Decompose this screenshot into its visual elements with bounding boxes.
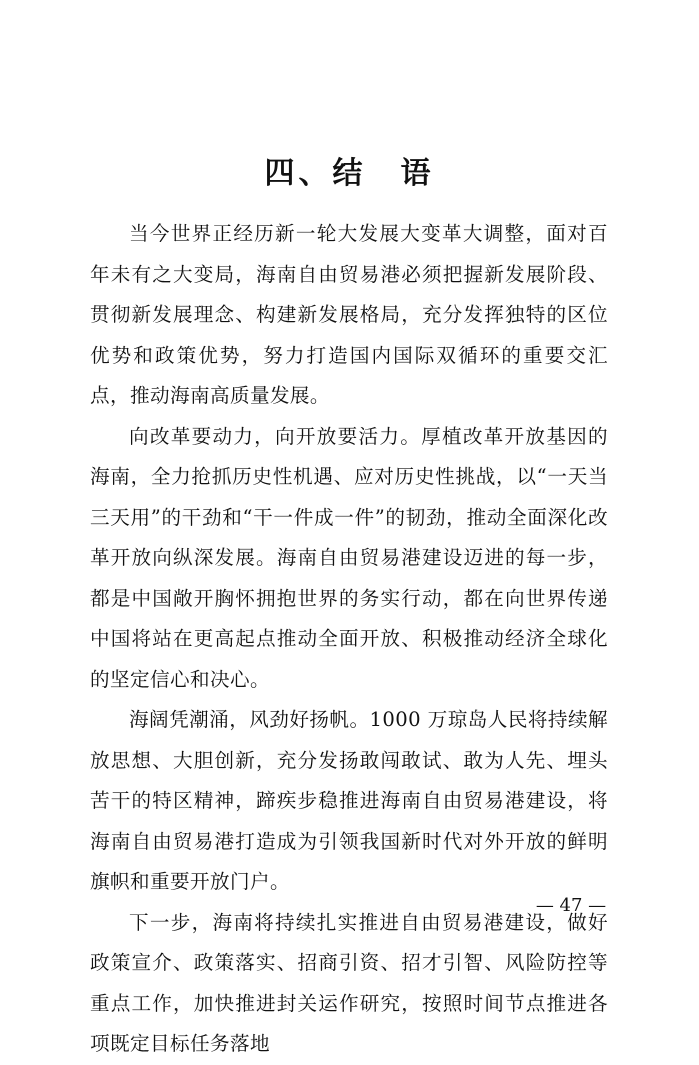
paragraph-1: 当今世界正经历新一轮大发展大变革大调整，面对百年未有之大变局，海南自由贸易港必须把握新发展阶段、贯彻新发展理念、构建新发展格局，充分发挥独特的区位优势和政策优势，努力打造国内国际双循环的重要交汇点，推动海南高质量发展。 (90, 222, 608, 407)
body-text (90, 214, 608, 1065)
paragraph-3: 海阔凭潮涌，风劲好扬帆。1000 万琼岛人民将持续解放思想、大胆创新，充分发扬敢闯敢试、敢为人先、埋头苦干的特区精神，蹄疾步稳推进海南自由贸易港建设，将海南自由贸易港打造成为引领我国新时代对外开放的鲜明旗帜和重要开放门户。 (90, 708, 608, 893)
page-number: — 47 — (535, 895, 607, 916)
paragraph-4: 下一步，海南将持续扎实推进自由贸易港建设，做好政策宣介、政策落实、招商引资、招才引智、风险防控等重点工作，加快推进封关运作研究，按照时间节点推进各项既定目标任务落地 (90, 910, 608, 1055)
section-title: 四、结 语 (264, 156, 435, 192)
paragraph-2: 向改革要动力，向开放要活力。厚植改革开放基因的海南，全力抢抓历史性机遇、应对历史性挑战，以“一天当三天用”的干劲和“干一件成一件”的韧劲，推动全面深化改革开放向纵深发展。海南自由贸易港建设迈进的每一步，都是中国敞开胸怀拥抱世界的务实行动，都在向世界传递中国将站在更高起点推动全面开放、积极推动经济全球化的坚定信心和决心。 (90, 424, 608, 691)
